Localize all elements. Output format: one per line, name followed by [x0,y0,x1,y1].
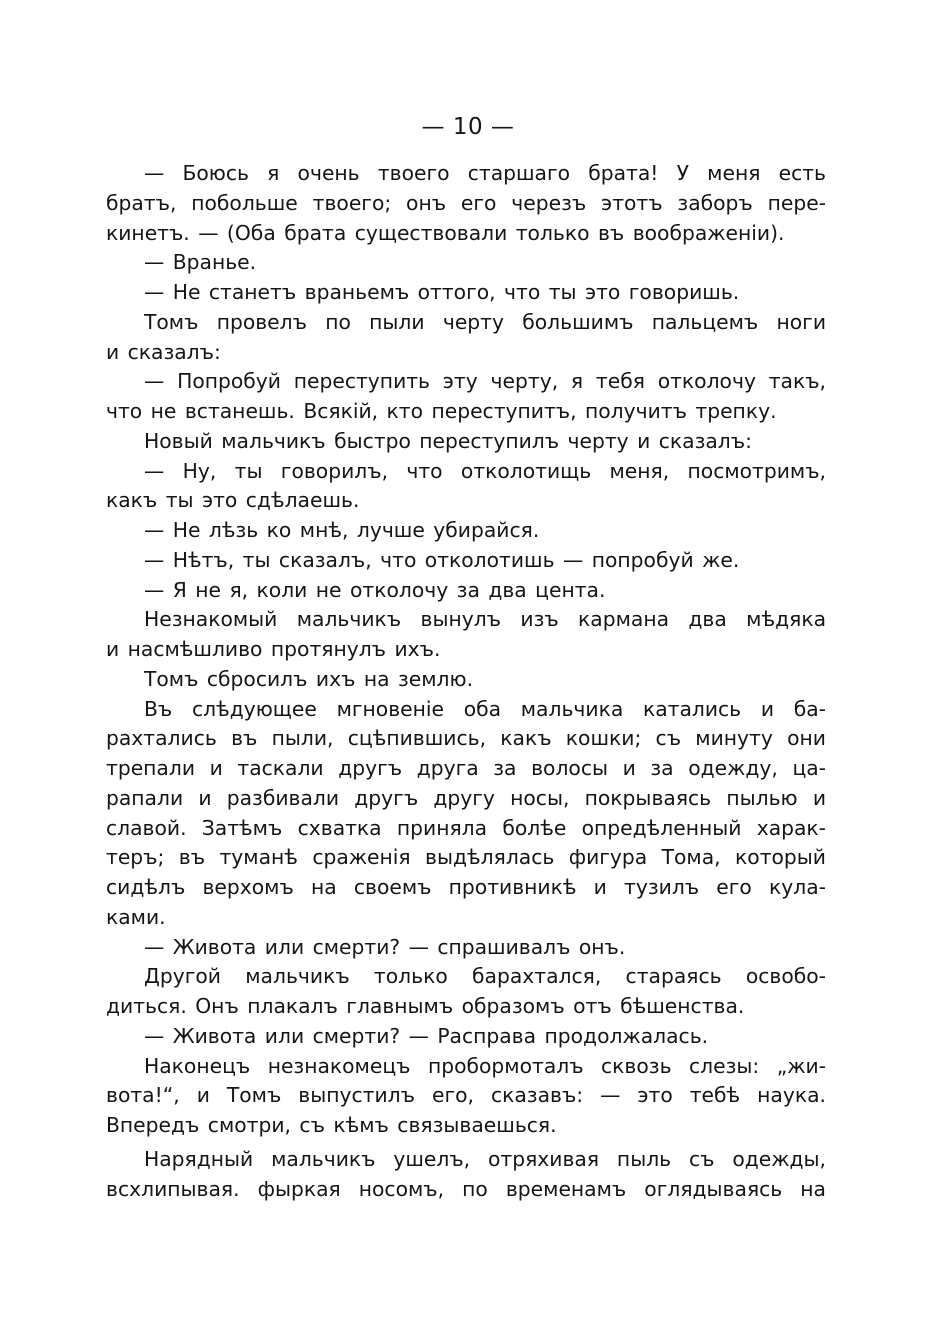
text-line: — Не лѣзь ко мнѣ, лучше убирайся. [144,518,540,542]
text-line: сидѣлъ верхомъ на своемъ противникѣ и тузилъ его кула- [106,875,826,899]
text-line: рапали и разбивали другъ другу носы, покрываясь пылью и [106,785,826,810]
text-line: — Не станетъ враньемъ оттого, что ты это говоришь. [144,280,740,304]
text-line: что не встанешь. Всякій, кто переступитъ, получитъ трепку. [106,399,777,423]
text-line: — Живота или смерти? — Расправа продолжалась. [144,1023,709,1048]
text-line: какъ ты это сдѣлаешь. [106,488,360,513]
text-line: — Боюсь я очень твоего старшаго брата! У меня есть [144,161,826,185]
text-line: и насмѣшливо протянулъ ихъ. [106,637,441,661]
text-line: рахтались въ пыли, сцѣпившись, какъ кошки; съ минуту они [106,726,826,751]
text-line: Томъ провелъ по пыли черту большимъ пальцемъ ноги [144,309,826,334]
text-line: братъ, побольше твоего; онъ его черезъ этотъ заборъ пере- [106,190,826,215]
text-line: всхлипывая. фыркая носомъ, по временамъ оглядываясь на [106,1176,826,1201]
text-line: Томъ сбросилъ ихъ на землю. [144,666,474,691]
text-line: Незнакомый мальчикъ вынулъ изъ кармана два мѣдяка [144,607,826,632]
text-line: Новый мальчикъ быстро переступилъ черту и сказалъ: [144,428,752,453]
page-number: — 10 — [421,114,515,140]
body-text [106,159,826,1204]
text-line: Другой мальчикъ только барахтался, стараясь освобо- [144,964,826,989]
text-line: ками. [106,904,166,929]
text-line: Въ слѣдующее мгновеніе оба мальчика катались и ба- [144,696,826,721]
text-line: — Ну, ты говорилъ, что отколотищь меня, посмотримъ, [144,458,826,483]
text-line: теръ; въ туманѣ сраженія выдѣлялась фигура Тома, который [106,845,826,870]
text-line: и сказалъ: [106,339,221,364]
text-line: диться. Онъ плакалъ главнымъ образомъ отъ бѣшенства. [106,994,745,1018]
text-line: — Вранье. [144,250,257,275]
text-line: кинетъ. — (Оба брата существовали только въ воображеніи). [106,220,785,245]
text-line: Нарядный мальчикъ ушелъ, отряхивая пыль съ одежды, [144,1146,826,1171]
text-line: — Я не я, коли не отколочу за два цента. [144,577,606,602]
text-line: славой. Затѣмъ схватка приняла болѣе опредѣленный харак- [106,815,826,840]
text-line: трепали и таскали другъ друга за волосы и за одежду, ца- [106,756,826,780]
text-line: — Попробуй переступить эту черту, я тебя отколочу такъ, [144,369,826,394]
text-line: Впередъ смотри, съ кѣмъ связываешься. [106,1113,557,1137]
text-line: — Живота или смерти? — спрашивалъ онъ. [144,934,626,959]
text-line: — Нѣтъ, ты сказалъ, что отколотишь — попробуй же. [144,547,740,572]
text-line: вота!“, и Томъ выпустилъ его, сказавъ: — это тебѣ наука. [106,1083,826,1108]
text-line: Наконецъ незнакомецъ пробормоталъ сквозь слезы: „жи- [144,1053,826,1078]
